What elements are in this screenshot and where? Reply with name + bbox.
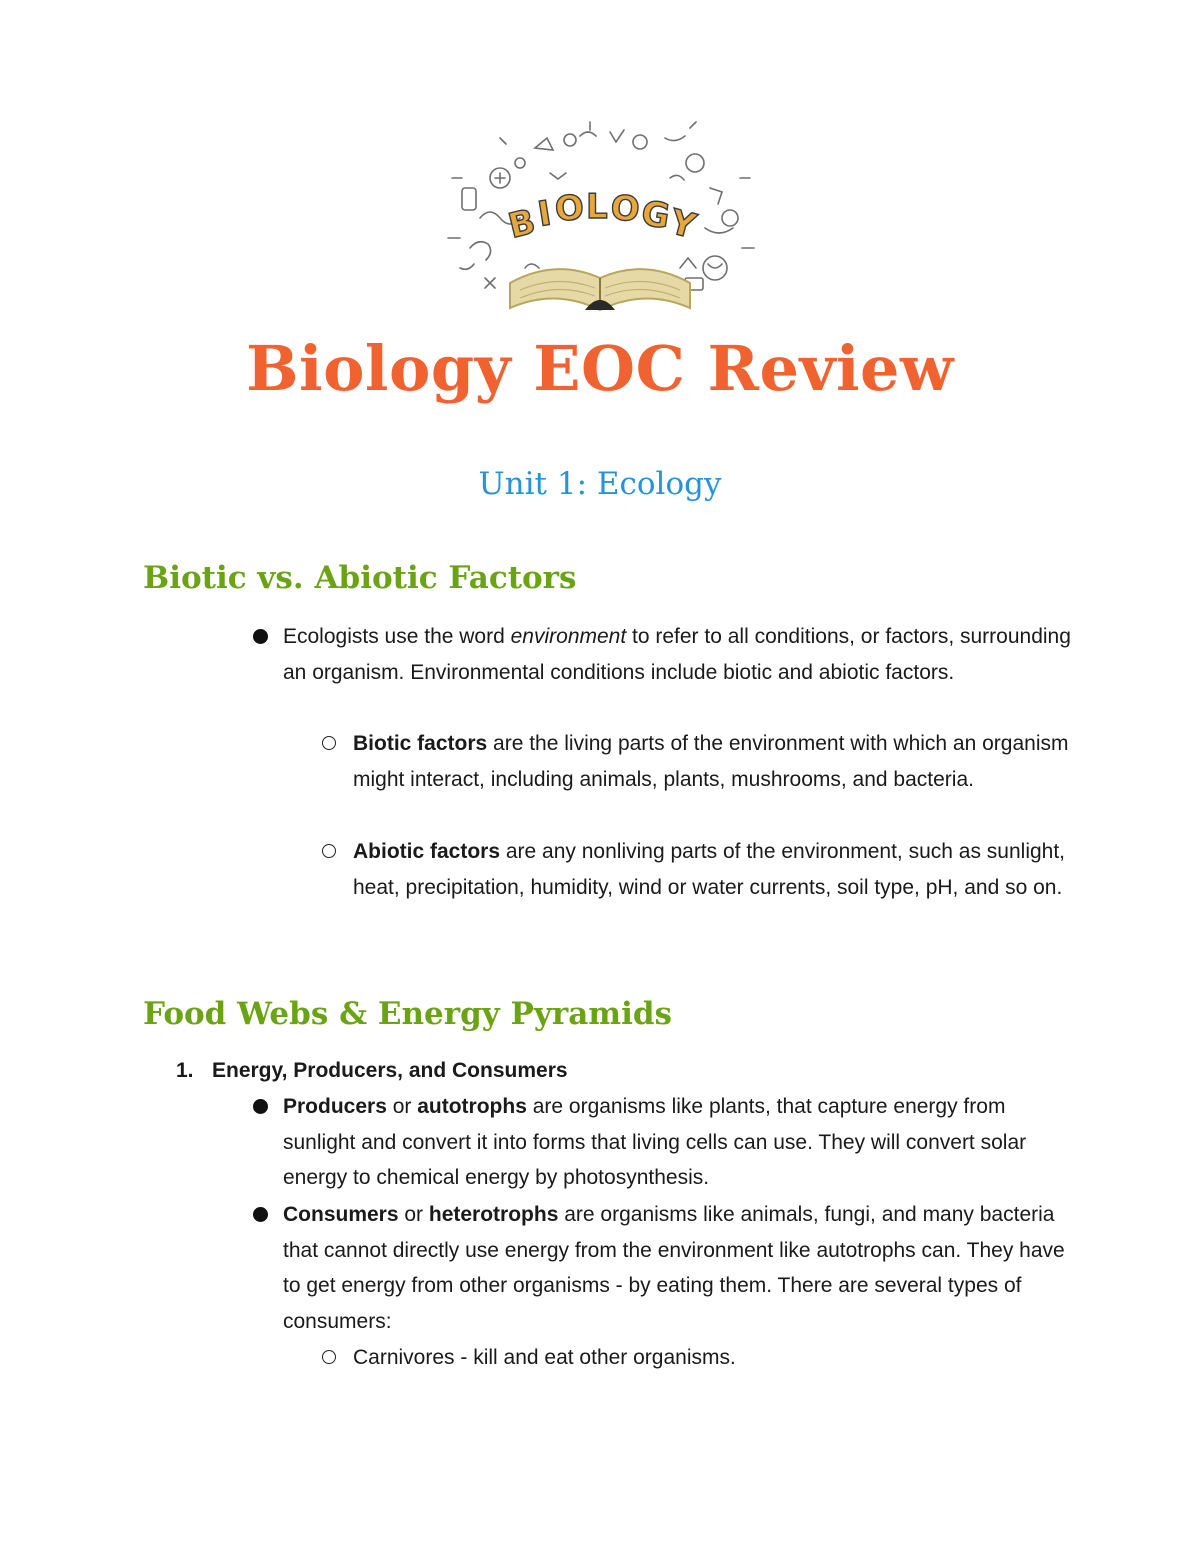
page-title: Biology EOC Review [246,332,954,405]
sub-bullet-icon [322,844,336,858]
list-item-producers: Producers or autotrophs are organisms like plants, that capture energy from sunlight and convert it into forms that living cells can use. They will convert solar energy to chemical energy by photosynthesis. [283,1095,1027,1189]
bullet-icon [253,1099,268,1114]
list-number: 1. [176,1059,194,1082]
svg-text:I: I [535,193,554,235]
bullet-icon [253,629,268,644]
book-doodle-illustration [440,118,760,318]
list-item-abiotic-factors: Abiotic factors are any nonliving parts of the environment, such as sunlight, heat, precipitation, humidity, wind or water currents, soil type, pH, and so on. [353,840,1066,899]
list-item-biotic-factors: Biotic factors are the living parts of the environment with which an organism might interact, including animals, plants, mushrooms, and bacteria. [353,732,1069,791]
svg-text:O: O [609,188,641,230]
svg-text:L: L [586,187,608,227]
svg-text:O: O [553,187,586,230]
list-title-energy: Energy, Producers, and Consumers [212,1059,568,1082]
bullet-icon [253,1207,268,1222]
list-item-carnivores: Carnivores - kill and eat other organisms. [353,1346,736,1369]
svg-text:B: B [504,201,540,247]
list-item-consumers: Consumers or heterotrophs are organisms like animals, fungi, and many bacteria that cannot directly use energy from the environment like autotrophs can. They have to get energy from other organisms - by eating them. There are several types of consumers: [283,1203,1065,1333]
open-book [510,269,690,310]
svg-text:G: G [638,193,673,238]
biology-logo [440,118,760,318]
section-heading-food-webs: Food Webs & Energy Pyramids [143,996,672,1032]
section-heading-biotic-abiotic: Biotic vs. Abiotic Factors [143,560,577,596]
unit-subtitle: Unit 1: Ecology [478,466,722,502]
sub-bullet-icon [322,736,336,750]
svg-text:Y: Y [665,202,700,248]
sub-bullet-icon [322,1350,336,1364]
list-item-environment: Ecologists use the word environment to refer to all conditions, or factors, surrounding an organism. Environmental conditions include biotic and abiotic factors. [283,625,1071,684]
